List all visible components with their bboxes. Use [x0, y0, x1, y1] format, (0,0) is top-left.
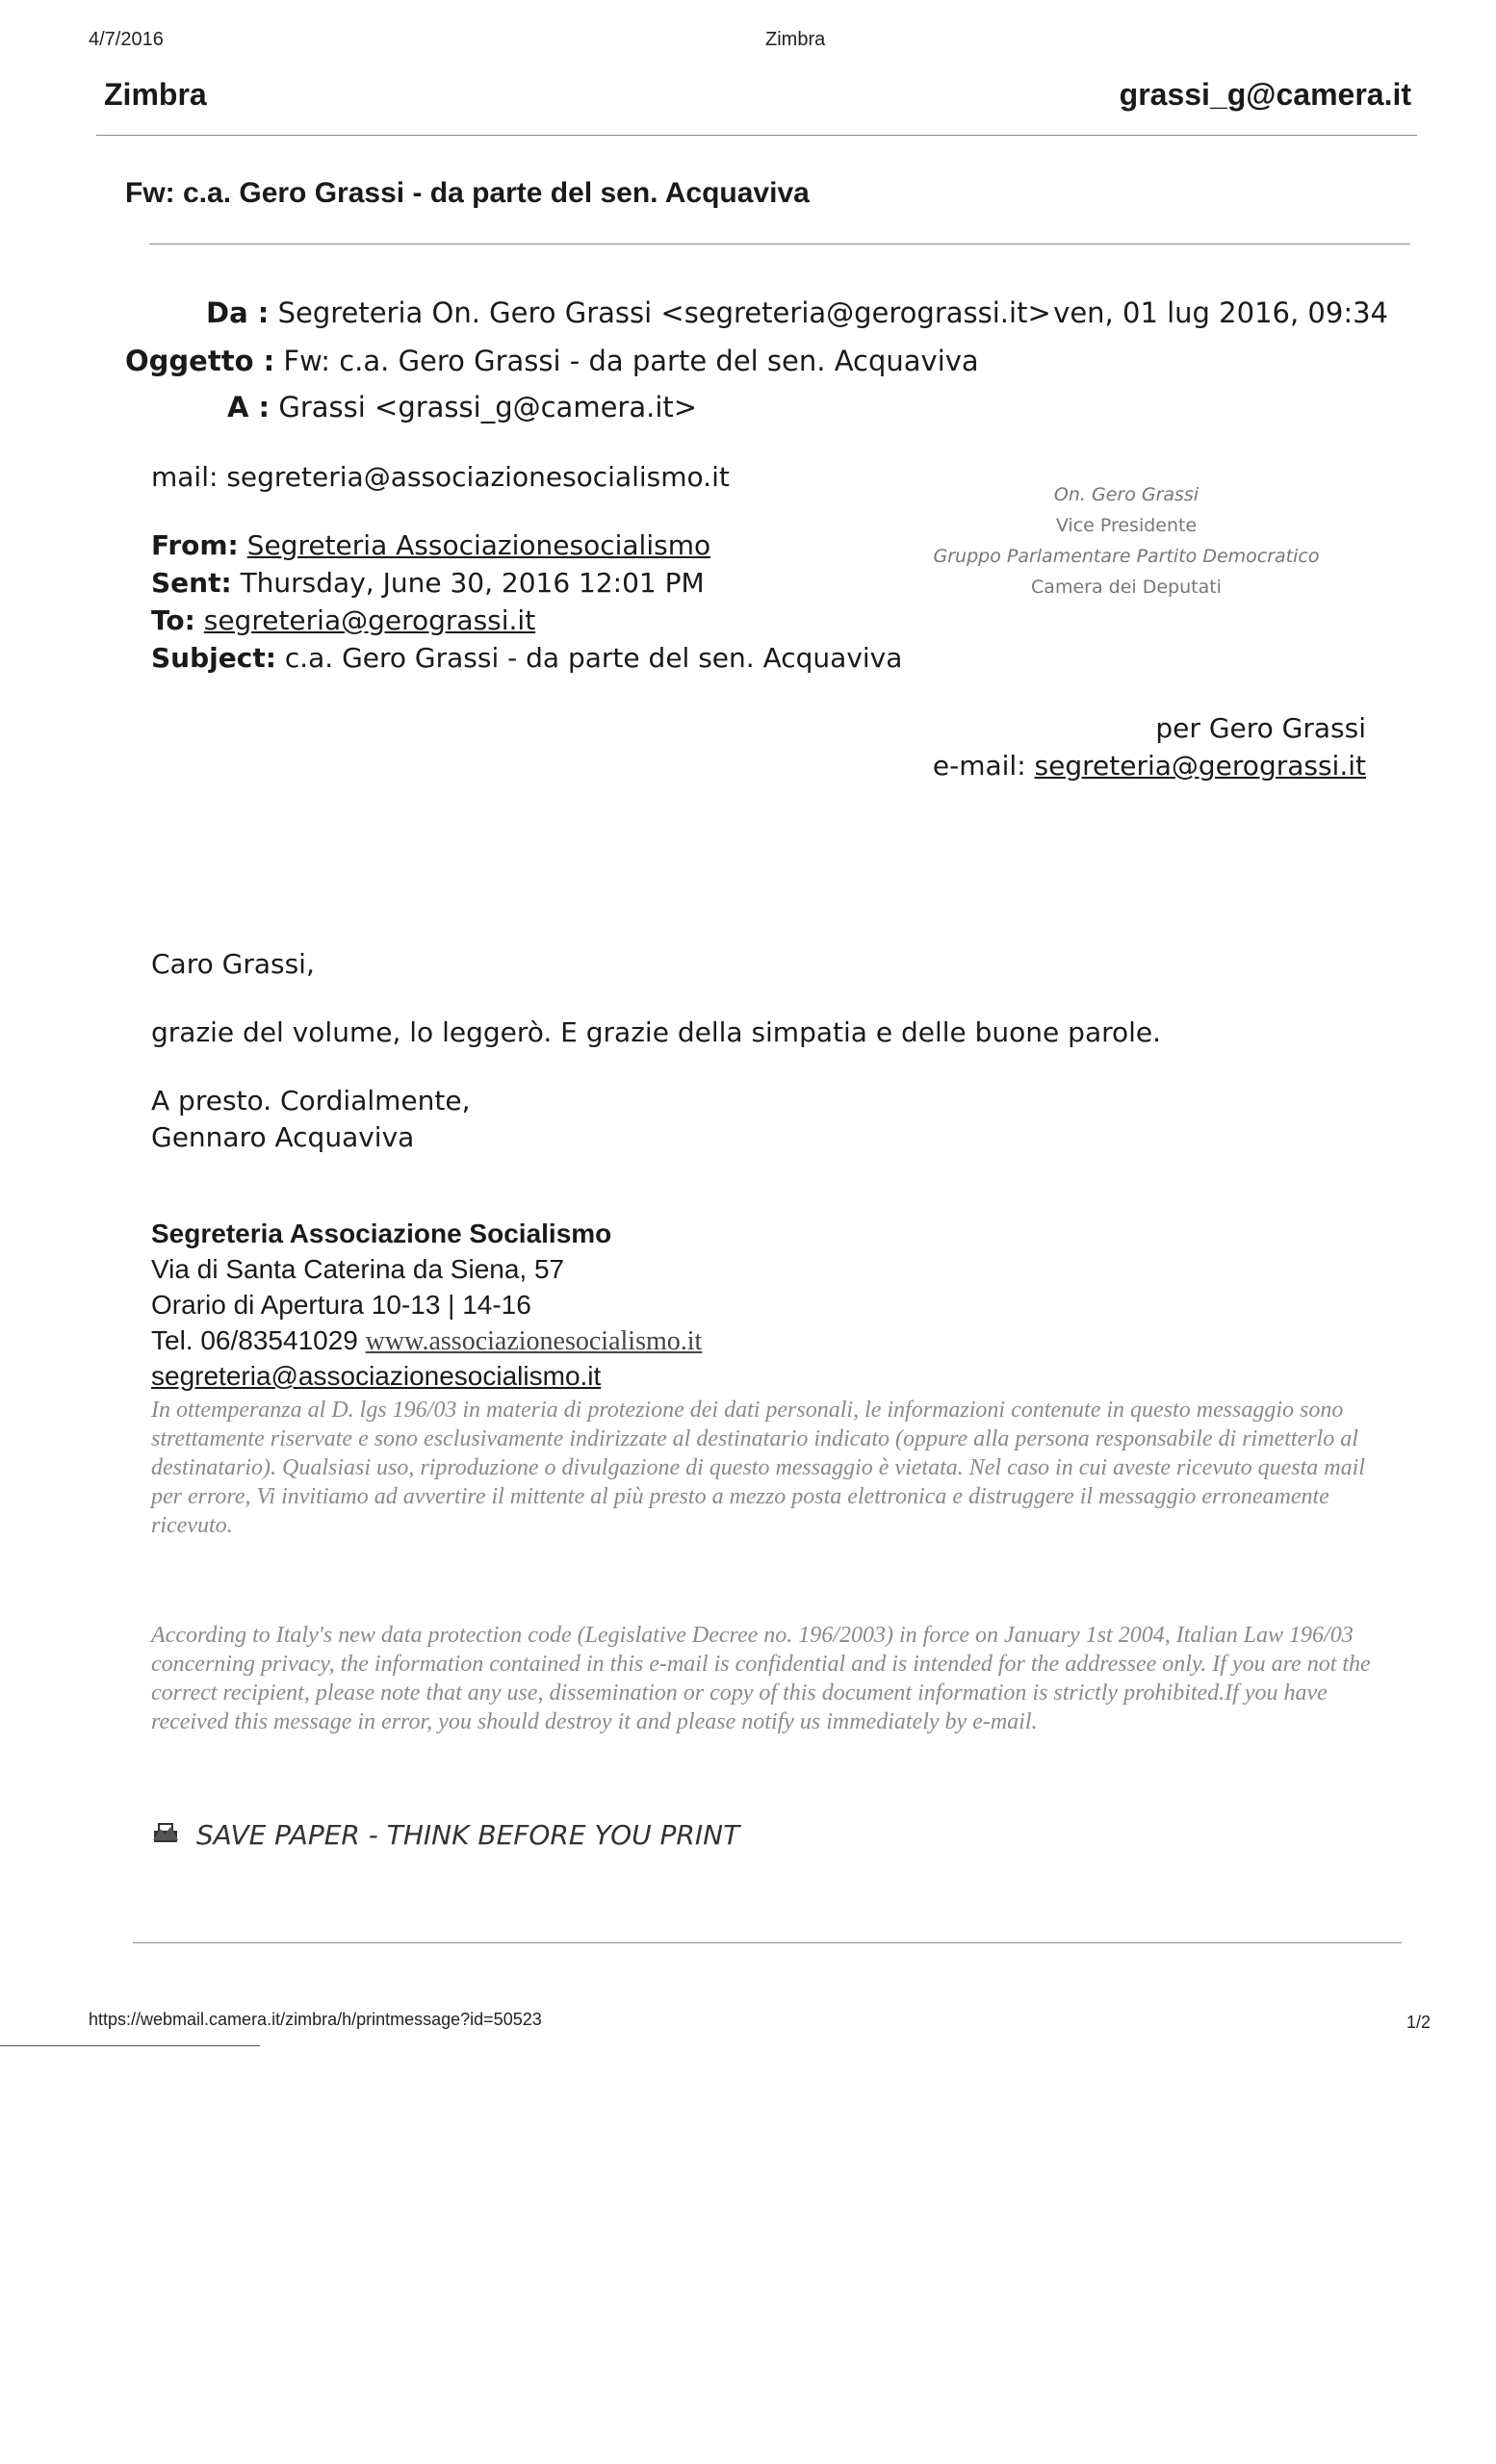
fwd-to-link[interactable]: segreteria@gerograssi.it — [203, 604, 536, 636]
sig-hours: Orario di Apertura 10-13 | 14-16 — [151, 1290, 531, 1320]
field-from — [206, 296, 1051, 329]
printer-icon — [151, 1821, 180, 1853]
field-to-value: Grassi <grassi_g@camera.it> — [278, 391, 698, 424]
greeting: Caro Grassi, — [151, 948, 315, 980]
sig-tel: Tel. 06/83541029 — [151, 1325, 358, 1355]
fwd-to — [151, 604, 535, 636]
fwd-from — [151, 529, 710, 561]
fwd-from-link[interactable]: Segreteria Associazionesocialismo — [246, 529, 711, 561]
closing: A presto. Cordialmente, — [151, 1085, 471, 1116]
sig-address: Via di Santa Caterina da Siena, 57 — [151, 1254, 565, 1284]
save-paper-text: SAVE PAPER - THINK BEFORE YOU PRINT — [195, 1819, 740, 1851]
sig-email-row — [151, 1361, 601, 1392]
print-date: 4/7/2016 — [89, 29, 164, 50]
sig-org: Segreteria Associazione Socialismo — [151, 1219, 612, 1248]
office-stamp — [919, 479, 1333, 603]
message-date: ven, 01 lug 2016, 09:34 — [1053, 296, 1388, 329]
sig-website-link[interactable]: www.associazionesocialismo.it — [365, 1326, 703, 1356]
page-number: 1/2 — [1406, 2013, 1431, 2032]
stamp-line-2: Vice Presidente — [1055, 515, 1198, 536]
scan-edge-mark — [0, 2045, 260, 2046]
save-paper-row — [151, 1819, 739, 1853]
fwd-sent-value: Thursday, June 30, 2016 12:01 PM — [240, 567, 705, 599]
print-title: Zimbra — [765, 29, 826, 50]
fwd-subject — [151, 642, 902, 674]
sig-tel-row — [151, 1325, 702, 1357]
email-label: e-mail: — [932, 750, 1026, 782]
sig-email-link[interactable]: segreteria@associazionesocialismo.it — [151, 1361, 602, 1391]
field-from-value: Segreteria On. Gero Grassi <segreteria@gerograssi.it> — [277, 296, 1051, 329]
email-line — [933, 750, 1366, 782]
fwd-subject-value: c.a. Gero Grassi - da parte del sen. Acquaviva — [284, 642, 903, 674]
field-from-label: Da : — [206, 296, 270, 329]
print-url: https://webmail.camera.it/zimbra/h/printmessage?id=50523 — [89, 2010, 542, 2029]
signer-name: Gennaro Acquaviva — [151, 1121, 415, 1153]
fwd-sent-label: Sent: — [151, 567, 232, 599]
email-link[interactable]: segreteria@gerograssi.it — [1034, 750, 1366, 782]
account-email: grassi_g@camera.it — [1119, 77, 1411, 112]
fwd-subject-label: Subject: — [151, 642, 276, 674]
fwd-to-label: To: — [151, 604, 195, 636]
fwd-from-label: From: — [151, 529, 239, 561]
disclaimer-english: According to Italy's new data protection code (Legislative Decree no. 196/2003) in force on January 1st 2004, Italian Law 196/03 concerning privacy, the information contained in this e-mail is confidential and is intended for the addressee only. If you are not the correct recipient, please note that any use, dissemination or copy of this document information is strictly prohibited.If you have received this message in error, you should destroy it and please notify us immediately by e-mail. — [151, 1623, 1371, 1734]
paragraph-1: grazie del volume, lo leggerò. E grazie della simpatia e delle buone parole. — [151, 1016, 1162, 1048]
disclaimer-italian: In ottemperanza al D. lgs 196/03 in materia di protezione dei dati personali, le informazioni contenute in questo messaggio sono strettamente riservate e sono esclusivamente indirizzate al destinatario indicato (oppure alla persona responsabile di rimetterlo al destinatario). Qualsiasi uso, riproduzione o divulgazione di questo messaggio è vietata. Nel caso in cui aveste ricevuto questa mail per errore, Vi invitiamo ad avvertire il mittente al più presto a mezzo posta elettronica e distruggere il messaggio erroneamente ricevuto. — [151, 1398, 1365, 1538]
stamp-line-4: Camera dei Deputati — [1031, 577, 1222, 598]
app-name: Zimbra — [104, 77, 207, 112]
message-subject-title: Fw: c.a. Gero Grassi - da parte del sen. Acquaviva — [125, 177, 810, 209]
header-divider — [96, 135, 1417, 136]
stamp-line-1: On. Gero Grassi — [1053, 484, 1199, 505]
fwd-sent — [151, 567, 705, 599]
field-subject-label: Oggetto : — [125, 345, 275, 377]
mail-line: mail: segreteria@associazionesocialismo.it — [151, 461, 730, 493]
field-to-label: A : — [227, 391, 271, 424]
field-subject-value: Fw: c.a. Gero Grassi - da parte del sen. Acquaviva — [283, 345, 979, 377]
per-line: per Gero Grassi — [1155, 712, 1366, 744]
footer-divider — [133, 1942, 1402, 1943]
field-to — [227, 391, 697, 424]
field-subject — [125, 345, 979, 377]
stamp-line-3: Gruppo Parlamentare Partito Democratico — [933, 546, 1320, 567]
